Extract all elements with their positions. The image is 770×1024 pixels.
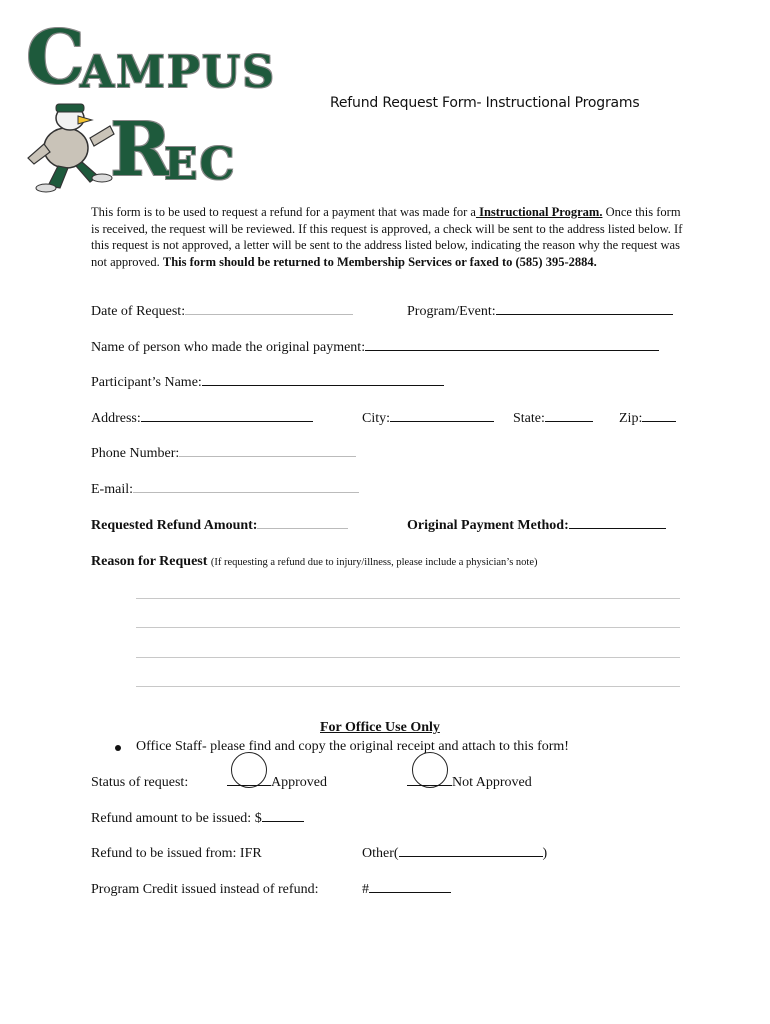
payment-method-field[interactable] bbox=[407, 518, 666, 534]
city-field[interactable] bbox=[362, 411, 494, 427]
address-label: Address: bbox=[91, 411, 141, 426]
email-label: E-mail: bbox=[91, 482, 133, 497]
zip-label: Zip: bbox=[619, 411, 643, 426]
payment-method-line[interactable] bbox=[569, 528, 666, 529]
zip-line[interactable] bbox=[642, 421, 676, 422]
campus-rec-logo bbox=[18, 15, 288, 193]
date-label: Date of Request: bbox=[91, 304, 186, 319]
state-label: State: bbox=[513, 411, 545, 426]
not-approved-label: Not Approved bbox=[452, 775, 532, 790]
intro-return-note: This form should be returned to Membership Services or faxed to (585) 395-2884. bbox=[162, 254, 597, 269]
logo-letter-r: R bbox=[110, 107, 172, 193]
payer-label: Name of person who made the original payment: bbox=[91, 340, 366, 355]
intro-text-2: Once this form is received, the request will be reviewed. If this request is approved, a check will be sent to the address listed below. If this request is not approved, a letter will be sent to the address listed below, indicating the reason why the request was not approved. bbox=[91, 205, 683, 269]
program-credit-label: Program Credit issued instead of refund: bbox=[91, 882, 319, 897]
refund-amount-label: Requested Refund Amount: bbox=[91, 518, 258, 533]
phone-line[interactable] bbox=[179, 456, 356, 457]
program-field[interactable] bbox=[407, 304, 673, 320]
not-approved-line[interactable] bbox=[407, 785, 452, 786]
program-line[interactable] bbox=[496, 314, 673, 315]
phone-label: Phone Number: bbox=[91, 446, 180, 461]
program-credit-field[interactable] bbox=[362, 882, 451, 898]
payer-field[interactable] bbox=[91, 340, 659, 356]
office-staff-note: Office Staff- please find and copy the original receipt and attach to this form! bbox=[136, 739, 569, 754]
reason-line-4[interactable] bbox=[136, 686, 680, 687]
reason-line-1[interactable] bbox=[136, 598, 680, 599]
approved-line[interactable] bbox=[227, 785, 271, 786]
office-use-heading: For Office Use Only bbox=[320, 720, 440, 735]
date-line[interactable] bbox=[185, 314, 353, 315]
logo-word-ec: EC bbox=[164, 139, 237, 190]
state-line[interactable] bbox=[545, 421, 593, 422]
approved-label: Approved bbox=[271, 775, 327, 790]
reason-line-3[interactable] bbox=[136, 657, 680, 658]
email-line[interactable] bbox=[133, 492, 359, 493]
state-field[interactable] bbox=[513, 411, 593, 427]
hash-label: # bbox=[362, 882, 369, 897]
intro-text-1: This form is to be used to request a refund for a payment that was made for a bbox=[91, 205, 476, 219]
logo-word-ampus: AMPUS bbox=[80, 47, 277, 98]
address-field[interactable] bbox=[91, 411, 313, 427]
issued-from-label: Refund to be issued from: IFR bbox=[91, 846, 262, 861]
program-credit-line[interactable] bbox=[369, 892, 451, 893]
other-field[interactable] bbox=[362, 846, 547, 862]
email-field[interactable] bbox=[91, 482, 359, 498]
city-label: City: bbox=[362, 411, 391, 426]
reason-line-2[interactable] bbox=[136, 627, 680, 628]
city-line[interactable] bbox=[390, 421, 494, 422]
other-close: ) bbox=[542, 846, 548, 861]
not-approved-option[interactable] bbox=[407, 775, 532, 791]
payer-line[interactable] bbox=[365, 350, 659, 351]
approved-option[interactable] bbox=[227, 775, 327, 791]
payment-method-label: Original Payment Method: bbox=[407, 518, 569, 533]
other-line[interactable] bbox=[399, 856, 543, 857]
refund-amount-line[interactable] bbox=[257, 528, 348, 529]
refund-issued-amount-line[interactable] bbox=[262, 821, 304, 822]
other-label: Other( bbox=[362, 846, 399, 861]
reason-heading bbox=[91, 554, 537, 570]
zip-field[interactable] bbox=[619, 411, 676, 427]
participant-line[interactable] bbox=[202, 385, 444, 386]
refund-amount-field[interactable] bbox=[91, 518, 348, 534]
reason-note: (If requesting a refund due to injury/illness, please include a physician’s note) bbox=[210, 557, 538, 568]
phone-field[interactable] bbox=[91, 446, 356, 462]
refund-issued-amount-label: Refund amount to be issued: $ bbox=[91, 811, 262, 826]
reason-label: Reason for Request bbox=[91, 554, 208, 569]
bullet-icon bbox=[115, 745, 121, 751]
address-line[interactable] bbox=[141, 421, 313, 422]
intro-paragraph bbox=[91, 204, 691, 270]
participant-field[interactable] bbox=[91, 375, 444, 391]
participant-label: Participant’s Name: bbox=[91, 375, 202, 390]
refund-issued-amount-field[interactable] bbox=[91, 811, 304, 827]
logo-letter-c: C bbox=[26, 15, 85, 101]
program-label: Program/Event: bbox=[407, 304, 496, 319]
status-label: Status of request: bbox=[91, 775, 189, 790]
intro-program: Instructional Program. bbox=[475, 205, 603, 219]
page-title: Refund Request Form- Instructional Programs bbox=[330, 95, 640, 111]
date-field[interactable] bbox=[91, 304, 353, 320]
